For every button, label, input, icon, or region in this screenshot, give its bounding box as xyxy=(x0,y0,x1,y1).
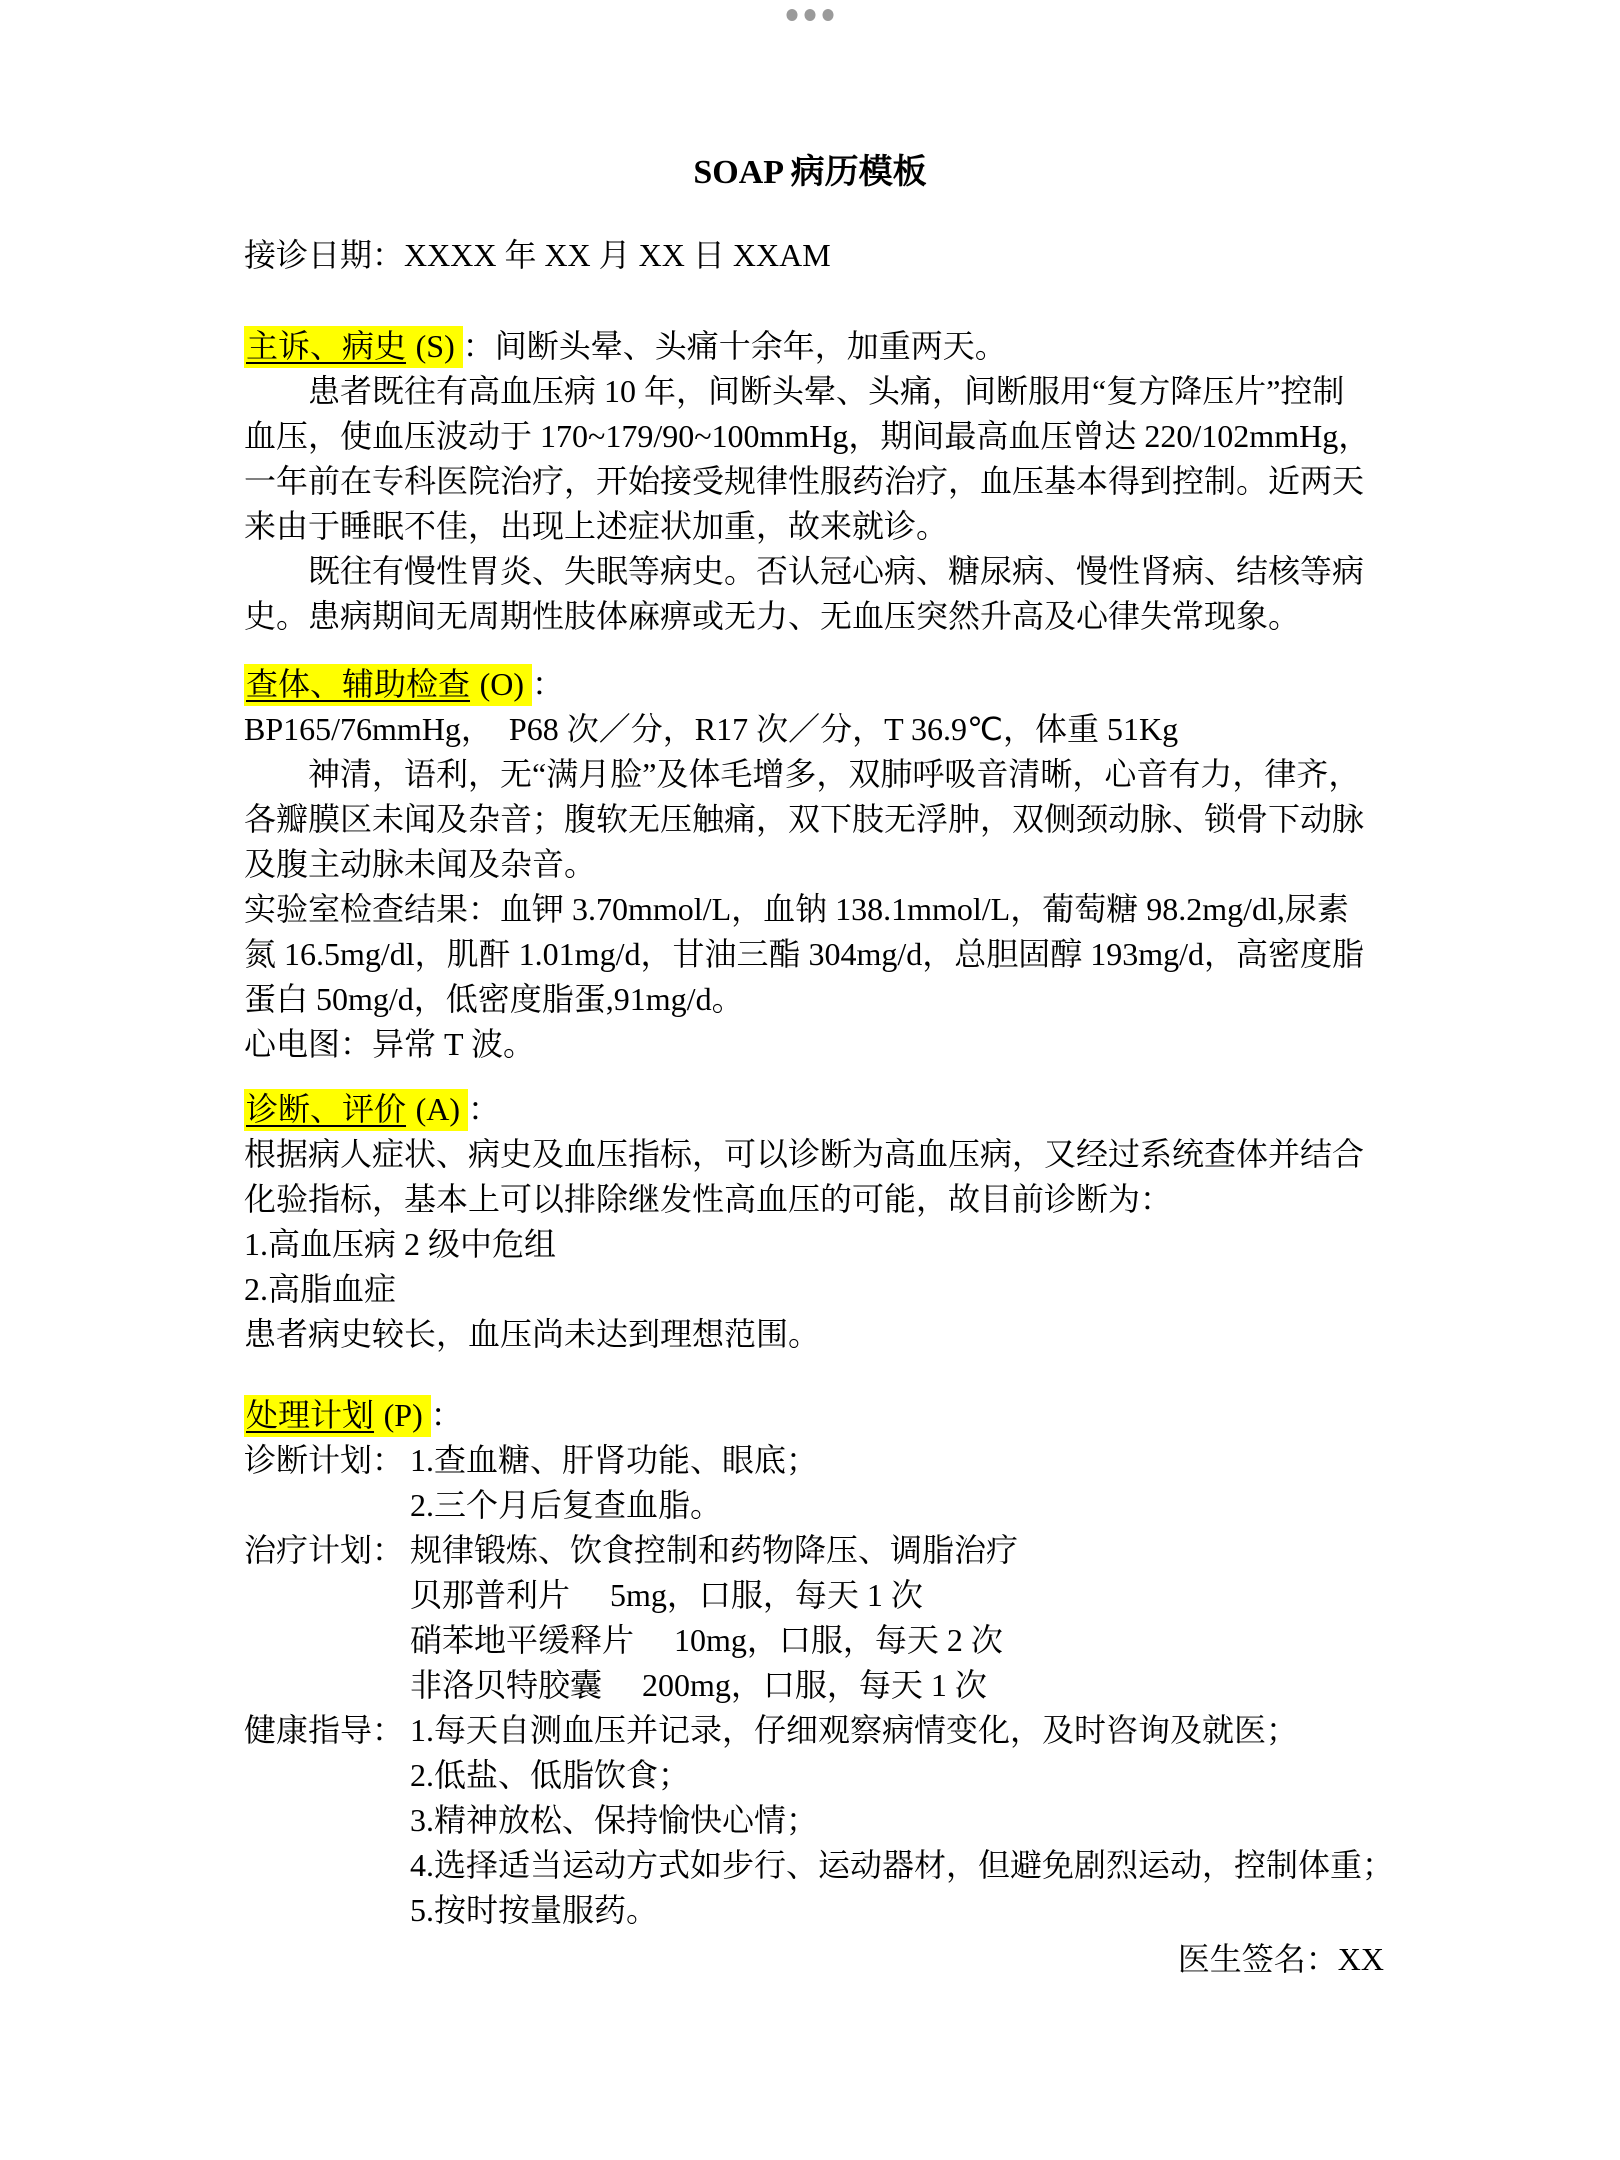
objective-line: 蛋白 50mg/d，低密度脂蛋,91mg/d。 xyxy=(244,981,744,1017)
plan-row xyxy=(244,1483,1384,1528)
objective-line: 各瓣膜区未闻及杂音；腹软无压触痛，双下肢无浮肿，双侧颈动脉、锁骨下动脉 xyxy=(244,801,1365,837)
objective-line: 及腹主动脉未闻及杂音。 xyxy=(244,846,597,882)
plan-row-text: 4.选择适当运动方式如步行、运动器材，但避免剧烈运动，控制体重； xyxy=(410,1847,1395,1883)
plan-row-text: 1.查血糖、肝肾功能、眼底； xyxy=(410,1442,819,1478)
assessment-line: 根据病人症状、病史及血压指标，可以诊断为高血压病，又经过系统查体并结合 xyxy=(244,1136,1365,1172)
document-title: SOAP 病历模板 xyxy=(693,154,927,191)
section-heading-objective xyxy=(244,662,1384,707)
plan-heading-text: 处理计划 xyxy=(246,1397,375,1433)
objective-line: BP165/76mmHg， P68 次／分，R17 次／分，T 36.9℃，体重 51Kg xyxy=(244,711,1179,747)
plan-row-label xyxy=(244,1888,410,1933)
plan-row-text: 2.低盐、低脂饮食； xyxy=(410,1757,691,1793)
subjective-heading-highlight xyxy=(244,326,463,368)
objective-line: 神清，语利，无“满月脸”及体毛增多，双肺呼吸音清晰，心音有力，律齐， xyxy=(308,756,1361,792)
plan-row xyxy=(244,1888,1384,1933)
doctor-signature: 医生签名：XX xyxy=(1177,1941,1384,1977)
objective-heading-code: (O) xyxy=(479,666,525,702)
plan-row xyxy=(244,1708,1384,1753)
section-heading-assessment xyxy=(244,1087,1384,1132)
plan-row xyxy=(244,1798,1384,1843)
subjective-line: 来由于睡眠不佳，出现上述症状加重，故来就诊。 xyxy=(244,508,949,544)
assessment-heading-text: 诊断、评价 xyxy=(246,1091,407,1127)
plan-row-text: 1.每天自测血压并记录，仔细观察病情变化，及时咨询及就医； xyxy=(410,1712,1299,1748)
plan-row xyxy=(244,1843,1395,1888)
plan-row-label xyxy=(244,1798,410,1843)
assessment-heading-highlight xyxy=(244,1089,468,1131)
plan-row-label: 健康指导： xyxy=(244,1712,405,1748)
plan-row xyxy=(244,1528,1384,1573)
objective-line: 实验室检查结果：血钾 3.70mmol/L，血钠 138.1mmol/L，葡萄糖 98.2mg/dl,尿素 xyxy=(244,891,1349,927)
plan-row-label xyxy=(244,1483,410,1528)
plan-row xyxy=(244,1618,1384,1663)
plan-row xyxy=(244,1753,1384,1798)
objective-line: 心电图：异常 T 波。 xyxy=(244,1026,535,1062)
ellipsis-dot xyxy=(823,9,834,21)
plan-row-text: 贝那普利片 5mg，口服，每天 1 次 xyxy=(410,1577,923,1613)
subjective-line: 患者既往有高血压病 10 年，间断头晕、头痛，间断服用“复方降压片”控制 xyxy=(308,373,1345,409)
plan-row xyxy=(244,1573,1384,1618)
heading-colon: ： xyxy=(462,328,495,364)
plan-row-label xyxy=(244,1663,410,1708)
section-heading-subjective xyxy=(244,324,1384,369)
assessment-line: 患者病史较长，血压尚未达到理想范围。 xyxy=(244,1316,821,1352)
subjective-line: 一年前在专科医院治疗，开始接受规律性服药治疗，血压基本得到控制。近两天 xyxy=(244,463,1365,499)
heading-colon: ： xyxy=(468,1091,501,1127)
plan-row-text: 2.三个月后复查血脂。 xyxy=(410,1487,723,1523)
plan-heading-highlight xyxy=(244,1395,431,1437)
assessment-line: 化验指标，基本上可以排除继发性高血压的可能，故目前诊断为： xyxy=(244,1181,1173,1217)
objective-line: 氮 16.5mg/dl，肌酐 1.01mg/d，甘油三酯 304mg/d，总胆固醇 193mg/d，高密度脂 xyxy=(244,936,1365,972)
ellipsis-dot xyxy=(805,9,816,21)
plan-row-text: 硝苯地平缓释片 10mg，口服，每天 2 次 xyxy=(410,1622,1003,1658)
subjective-line: 既往有慢性胃炎、失眠等病史。否认冠心病、糖尿病、慢性肾病、结核等病 xyxy=(308,553,1365,589)
section-heading-plan xyxy=(244,1393,1384,1438)
chief-complaint-text: 间断头晕、头痛十余年，加重两天。 xyxy=(494,328,1007,364)
assessment-heading-code: (A) xyxy=(415,1091,461,1127)
visit-date-line: 接诊日期：XXXX 年 XX 月 XX 日 XXAM xyxy=(244,237,831,273)
plan-heading-code: (P) xyxy=(383,1397,423,1433)
plan-row-label: 诊断计划： xyxy=(244,1442,405,1478)
heading-colon: ： xyxy=(430,1397,463,1433)
assessment-line: 2.高脂血症 xyxy=(244,1271,397,1307)
plan-row-label xyxy=(244,1843,410,1888)
more-menu-icon[interactable] xyxy=(787,9,834,21)
subjective-line: 血压，使血压波动于 170~179/90~100mmHg，期间最高血压曾达 220/102mmHg， xyxy=(244,418,1371,454)
document-body xyxy=(244,233,1395,1982)
assessment-line: 1.高血压病 2 级中危组 xyxy=(244,1226,557,1262)
plan-row-label xyxy=(244,1753,410,1798)
plan-row-label xyxy=(244,1618,410,1663)
plan-row-text: 5.按时按量服药。 xyxy=(410,1892,659,1928)
plan-row-text: 3.精神放松、保持愉快心情； xyxy=(410,1802,819,1838)
plan-row-text: 规律锻炼、饮食控制和药物降压、调脂治疗 xyxy=(410,1532,1019,1568)
objective-heading-text: 查体、辅助检查 xyxy=(246,666,471,702)
objective-heading-highlight xyxy=(244,664,532,706)
heading-colon: ： xyxy=(532,666,565,702)
subjective-line: 史。患病期间无周期性肢体麻痹或无力、无血压突然升高及心律失常现象。 xyxy=(244,598,1301,634)
plan-row xyxy=(244,1663,1384,1708)
subjective-heading-text: 主诉、病史 xyxy=(246,328,407,364)
plan-row-label xyxy=(244,1573,410,1618)
ellipsis-dot xyxy=(787,9,798,21)
plan-row xyxy=(244,1438,1384,1483)
plan-row-label: 治疗计划： xyxy=(244,1532,405,1568)
plan-row-text: 非洛贝特胶囊 200mg，口服，每天 1 次 xyxy=(410,1667,987,1703)
subjective-heading-code: (S) xyxy=(415,328,455,364)
